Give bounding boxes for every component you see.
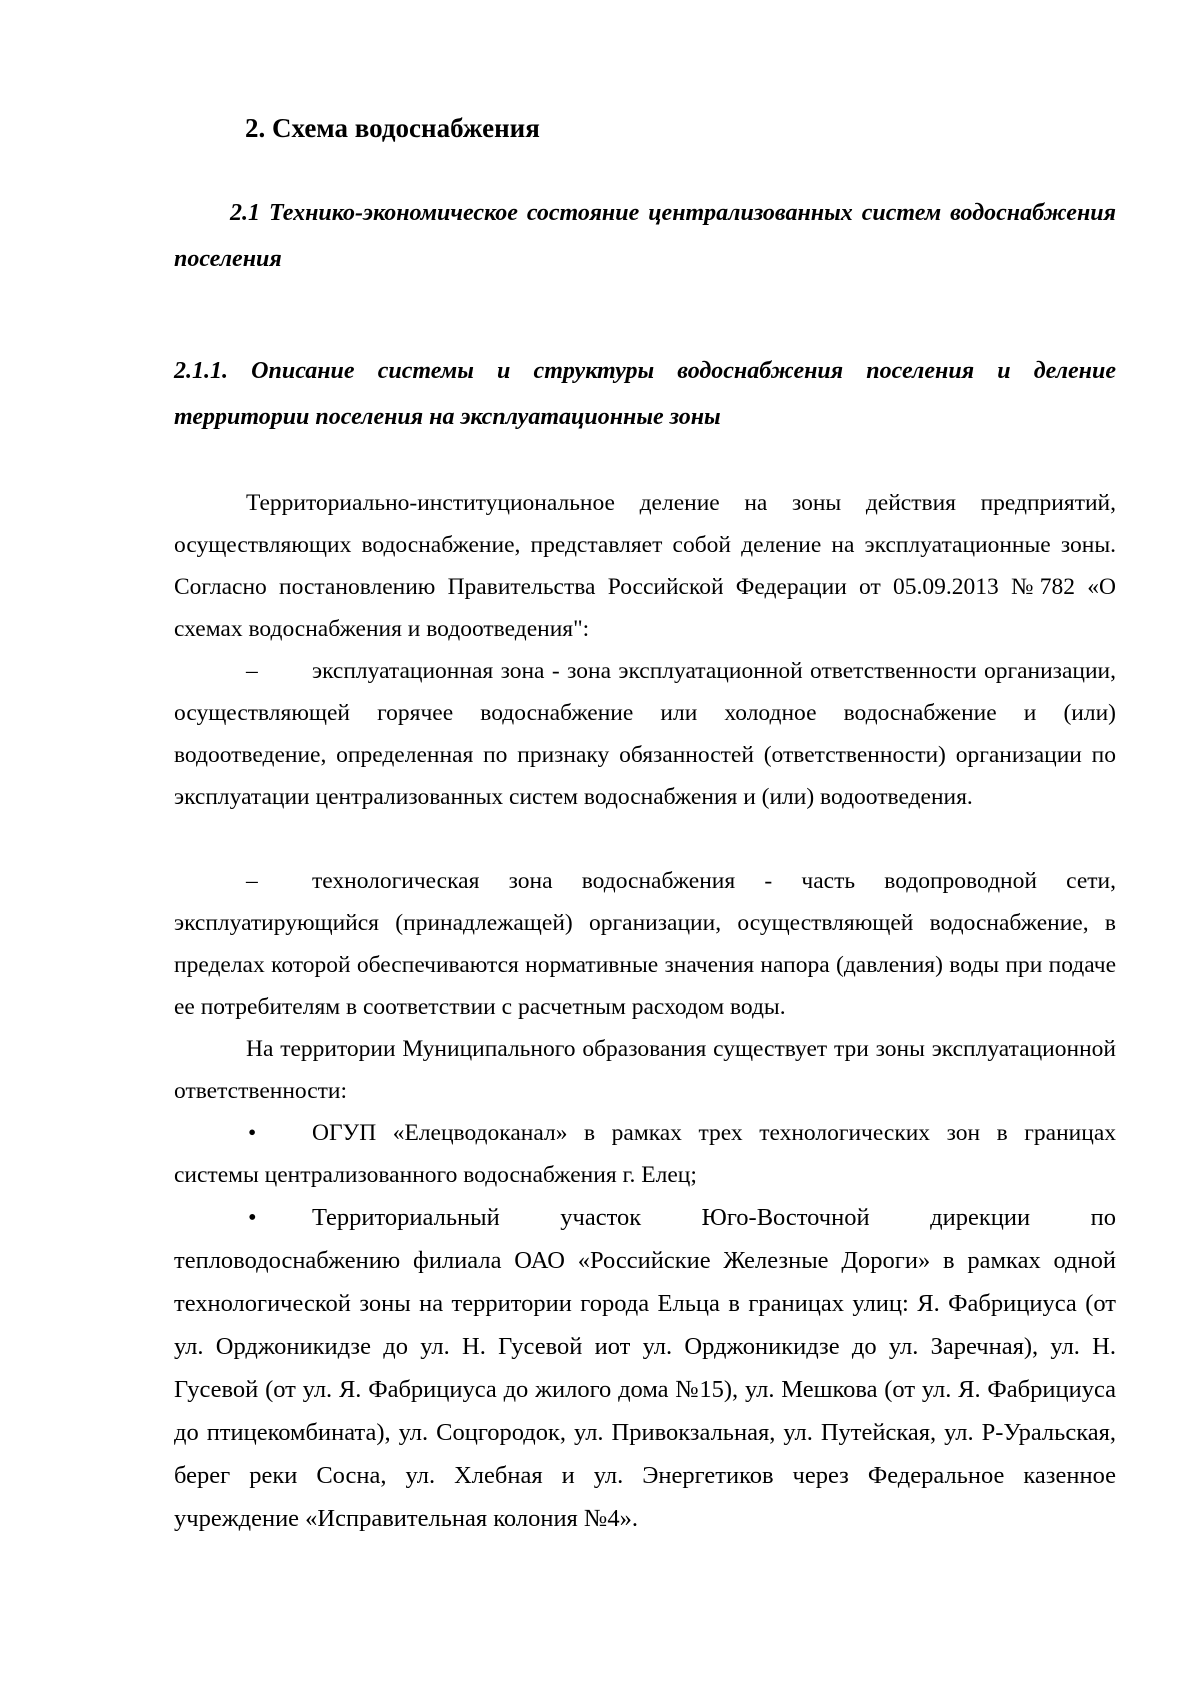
bullet-marker: • [248,1120,257,1146]
bullet-item-rzd-section [174,1196,1116,1540]
definition-text: эксплуатационная зона - зона эксплуатационной ответственности организации, осуществляющей горячее водоснабжение или холодное водоснабжение и (или) водоотведение, определенная по признаку обязанностей (ответственности) организации по эксплуатации централизованных систем водоснабжения и (или) водоотведения. [174,658,1116,810]
dash-marker: – [246,658,258,684]
definition-text: технологическая зона водоснабжения - часть водопроводной сети, эксплуатирующийся (принадлежащей) организации, осуществляющей водоснабжение, в пределах которой обеспечиваются нормативные значения напора (давления) воды при подаче ее потребителям в соответствии с расчетным расходом воды. [174,868,1116,1020]
bullet-text: ОГУП «Елецводоканал» в рамках трех технологических зон в границах системы централизованного водоснабжения г. Елец; [174,1120,1116,1188]
intro-paragraph: Территориально-институциональное деление на зоны действия предприятий, осуществляющих водоснабжение, представляет собой деление на эксплуатационные зоны. Согласно постановлению Правительства Российской Федерации от 05.09.2013 №782 «О схемах водоснабжения и водоотведения": [174,490,1116,642]
bullet-text: Территориальный участок Юго-Восточной дирекции по тепловодоснабжению филиала ОАО «Российские Железные Дороги» в рамках одной технологической зоны на территории города Ельца в границах улиц: Я. Фабрициуса (от ул. Орджоникидзе до ул. Н. Гусевой иот ул. Орджоникидзе до ул. Заречная), ул. Н. Гусевой (от ул. Я. Фабрициуса до жилого дома №15), ул. Мешкова (от ул. Я. Фабрициуса до птицекомбината), ул. Соцгородок, ул. Привокзальная, ул. Путейская, ул. Р-Уральская, берег реки Сосна, ул. Хлебная и ул. Энергетиков через Федеральное казенное учреждение «Исправительная колония №4». [174,1204,1116,1532]
zones-paragraph: На территории Муниципального образования существует три зоны эксплуатационной ответственности: [174,1036,1116,1104]
subsubsection-title: 2.1.1. Описание системы и структуры водоснабжения поселения и деление территории поселения на эксплуатационные зоны [174,358,1116,430]
bullet-marker: • [248,1204,257,1231]
definition-item-technological-zone [174,860,1116,1028]
section-title: 2. Схема водоснабжения [245,113,540,143]
dash-marker: – [246,868,258,894]
subsection-title: 2.1 Технико-экономическое состояние централизованных систем водоснабжения поселения [174,200,1116,272]
bullet-item-elets-vodokanal [174,1112,1116,1196]
definition-item-operational-zone [174,650,1116,818]
